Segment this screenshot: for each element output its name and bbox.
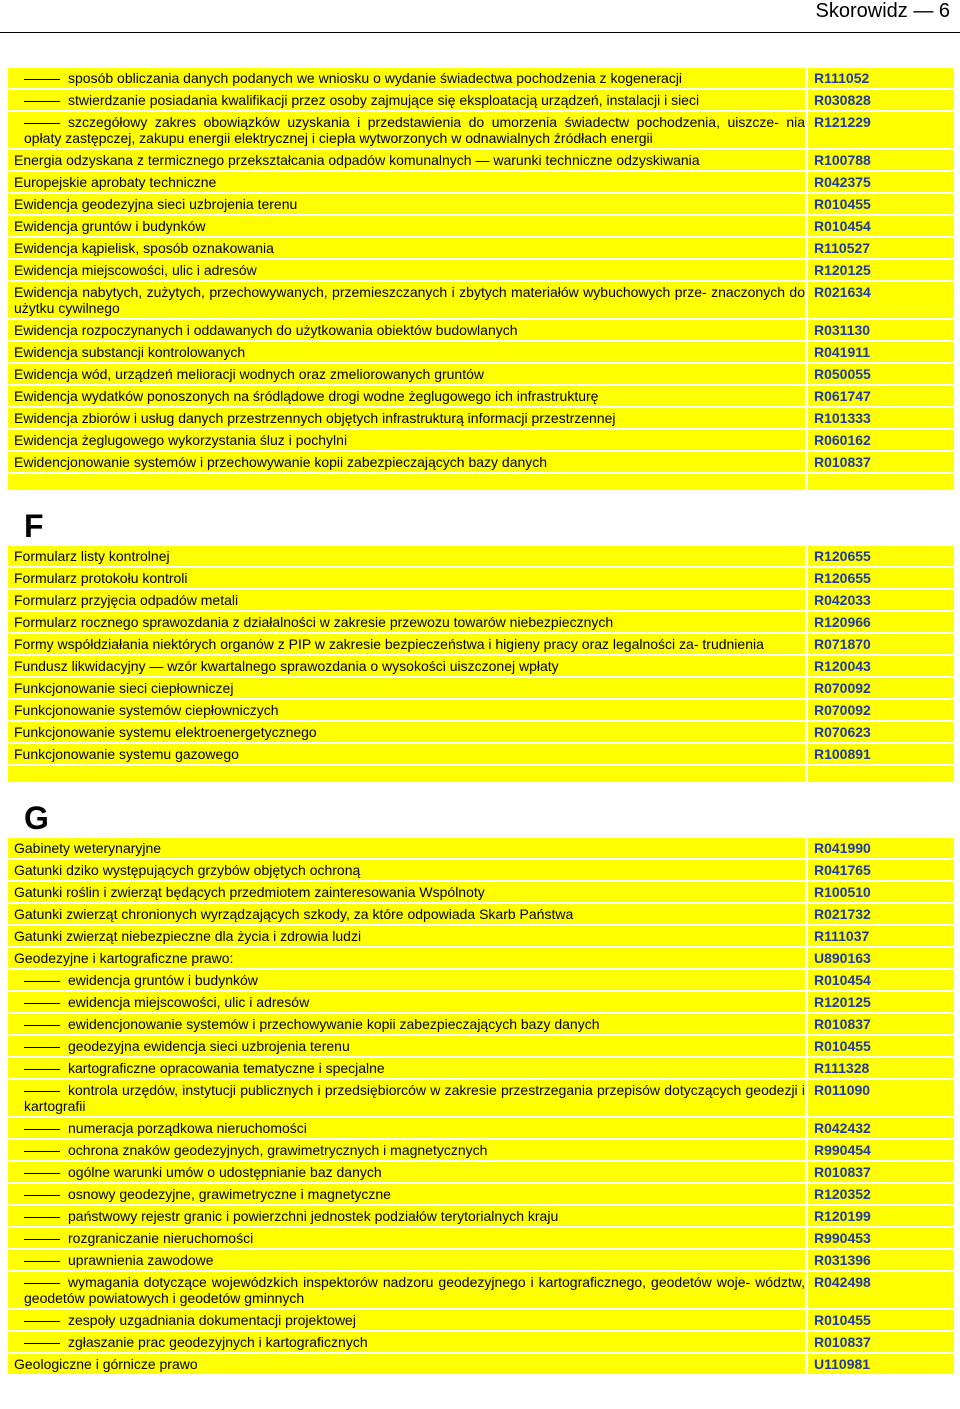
section-letter: G [24, 800, 49, 836]
index-entry [8, 282, 954, 318]
index-entry [8, 948, 954, 968]
entry-text: Gabinety weterynaryjne [14, 840, 162, 856]
entry-text: Ewidencja miejscowości, ulic i adresów [14, 262, 257, 278]
dash-icon [24, 1091, 60, 1092]
entry-text: zespoły uzgadniania dokumentacji projektowej [68, 1312, 356, 1328]
section-letter: F [24, 508, 44, 544]
entry-code[interactable]: R061747 [808, 386, 954, 406]
index-entry [8, 194, 954, 214]
index-entry [8, 882, 954, 902]
entry-term [8, 172, 805, 192]
index-entry [8, 1332, 954, 1352]
spacer-cell [808, 766, 954, 782]
entry-code[interactable]: R990454 [808, 1140, 954, 1160]
index-entry [8, 1162, 954, 1182]
entry-code[interactable]: R070092 [808, 700, 954, 720]
entry-term [8, 1332, 805, 1352]
index-entry [8, 612, 954, 632]
entry-code[interactable]: R042498 [808, 1272, 954, 1308]
entry-term [8, 430, 805, 450]
entry-term [8, 860, 805, 880]
dash-icon [24, 981, 60, 982]
entry-term [8, 722, 805, 742]
entry-term [8, 1058, 805, 1078]
entry-term [8, 568, 805, 588]
entry-term [8, 904, 805, 924]
entry-text: Formularz przyjęcia odpadów metali [14, 592, 239, 608]
entry-term [8, 364, 805, 384]
entry-text: sposób obliczania danych podanych we wniosku o wydanie świadectwa pochodzenia z kogeneracji [68, 70, 683, 86]
index-entry [8, 112, 954, 148]
entry-term [8, 90, 805, 110]
entry-term [8, 260, 805, 280]
index-entry [8, 590, 954, 610]
entry-text: Ewidencja nabytych, zużytych, przechowywanych, przemieszczanych i zbytych materiałów wybuchowych prze- znaczonych do użytku cywilnego [14, 284, 805, 316]
index-entry [8, 700, 954, 720]
index-entry [8, 150, 954, 170]
entry-text: Energia odzyskana z termicznego przekształcania odpadów komunalnych — warunki techniczne odzyskiwania [14, 152, 700, 168]
entry-term [8, 612, 805, 632]
entry-code[interactable]: R011090 [808, 1080, 954, 1116]
entry-term [8, 68, 805, 88]
index-entry [8, 744, 954, 764]
dash-icon [24, 1283, 60, 1284]
entry-code[interactable]: R111052 [808, 68, 954, 88]
entry-code[interactable]: R010454 [808, 970, 954, 990]
dash-icon [24, 1239, 60, 1240]
entry-term [8, 838, 805, 858]
entry-term [8, 656, 805, 676]
entry-term [8, 678, 805, 698]
index-entry [8, 172, 954, 192]
index-entry [8, 408, 954, 428]
spacer-cell [8, 766, 805, 782]
dash-icon [24, 1003, 60, 1004]
index-entry [8, 656, 954, 676]
entry-text: Formularz protokołu kontroli [14, 570, 188, 586]
entry-text: numeracja porządkowa nieruchomości [68, 1120, 307, 1136]
entry-text: ochrona znaków geodezyjnych, grawimetrycznych i magnetycznych [68, 1142, 488, 1158]
entry-term [8, 1354, 805, 1374]
index-entry [8, 364, 954, 384]
entry-code[interactable]: R120655 [808, 568, 954, 588]
entry-code[interactable]: R100510 [808, 882, 954, 902]
entry-code[interactable]: R010837 [808, 1014, 954, 1034]
dash-icon [24, 101, 60, 102]
index-entry [8, 1184, 954, 1204]
index-entry [8, 992, 954, 1012]
entry-term [8, 700, 805, 720]
entry-text: ewidencjonowanie systemów i przechowywanie kopii zabezpieczających bazy danych [68, 1016, 600, 1032]
entry-code[interactable]: R021732 [808, 904, 954, 924]
entry-text: Funkcjonowanie systemu gazowego [14, 746, 239, 762]
entry-term [8, 1250, 805, 1270]
entry-text: uprawnienia zawodowe [68, 1252, 214, 1268]
entry-text: Ewidencja kąpielisk, sposób oznakowania [14, 240, 274, 256]
index-entry [8, 342, 954, 362]
index-entry [8, 1272, 954, 1308]
entry-code[interactable]: R021634 [808, 282, 954, 318]
entry-term [8, 970, 805, 990]
entry-text: Geodezyjne i kartograficzne prawo: [14, 950, 234, 966]
entry-term [8, 744, 805, 764]
entry-code[interactable]: R010837 [808, 452, 954, 472]
entry-text: geodezyjna ewidencja sieci uzbrojenia terenu [68, 1038, 350, 1054]
entry-text: Funkcjonowanie systemu elektroenergetycznego [14, 724, 317, 740]
entry-text: rozgraniczanie nieruchomości [68, 1230, 254, 1246]
entry-code[interactable]: R060162 [808, 430, 954, 450]
entry-code[interactable]: R042033 [808, 590, 954, 610]
entry-term [8, 1206, 805, 1226]
dash-icon [24, 1261, 60, 1262]
dash-icon [24, 123, 60, 124]
dash-icon [24, 1173, 60, 1174]
entry-term [8, 634, 805, 654]
entry-code[interactable]: R042432 [808, 1118, 954, 1138]
entry-code[interactable]: R120043 [808, 656, 954, 676]
entry-text: Funkcjonowanie systemów ciepłowniczych [14, 702, 279, 718]
index-entry [8, 1354, 954, 1374]
entry-text: Ewidencjonowanie systemów i przechowywanie kopii zabezpieczających bazy danych [14, 454, 548, 470]
entry-code[interactable]: R111037 [808, 926, 954, 946]
entry-text: Gatunki roślin i zwierząt będących przedmiotem zainteresowania Wspólnoty [14, 884, 485, 900]
entry-text: Ewidencja rozpoczynanych i oddawanych do użytkowania obiektów budowlanych [14, 322, 518, 338]
index-entry [8, 386, 954, 406]
entry-code[interactable]: R120125 [808, 260, 954, 280]
index-entry [8, 1118, 954, 1138]
entry-term [8, 386, 805, 406]
entry-text: kontrola urzędów, instytucji publicznych i przedsiębiorców w zakresie przestrzegania przepisów dotyczących geodezji i kartografii [24, 1082, 805, 1114]
entry-code[interactable]: R042375 [808, 172, 954, 192]
index-entry [8, 568, 954, 588]
entry-code[interactable]: R121229 [808, 112, 954, 148]
entry-term [8, 150, 805, 170]
entry-term [8, 590, 805, 610]
entry-code[interactable]: R120966 [808, 612, 954, 632]
header-divider [0, 32, 960, 33]
index-entry [8, 678, 954, 698]
entry-text: Ewidencja gruntów i budynków [14, 218, 206, 234]
entry-term [8, 320, 805, 340]
entry-code[interactable]: R041911 [808, 342, 954, 362]
entry-code[interactable]: R111328 [808, 1058, 954, 1078]
entry-text: Funkcjonowanie sieci ciepłowniczej [14, 680, 234, 696]
dash-icon [24, 1129, 60, 1130]
index-entry [8, 546, 954, 566]
entry-text: szczegółowy zakres obowiązków uzyskania i przedstawienia do umorzenia świadectw pochodzenia, uiszcze- nia opłaty zastępczej, zakupu energii elektrycznej i ciepła wytworzonych w odnawialnych źródłach energii [24, 114, 805, 146]
index-entry [8, 1140, 954, 1160]
entry-term [8, 926, 805, 946]
index-content [8, 68, 954, 1376]
entry-text: Geologiczne i górnicze prawo [14, 1356, 198, 1372]
dash-icon [24, 1025, 60, 1026]
entry-code[interactable]: R120655 [808, 546, 954, 566]
index-entry [8, 90, 954, 110]
entry-text: ewidencja gruntów i budynków [68, 972, 258, 988]
entry-term [8, 948, 805, 968]
entry-term [8, 282, 805, 318]
entry-text: Ewidencja wydatków ponoszonych na śródlądowe drogi wodne żeglugowego ich infrastrukturę [14, 388, 599, 404]
entry-text: ewidencja miejscowości, ulic i adresów [68, 994, 310, 1010]
entry-term [8, 1080, 805, 1116]
entry-code[interactable]: R041990 [808, 838, 954, 858]
entry-term [8, 1140, 805, 1160]
index-entry [8, 1080, 954, 1116]
dash-icon [24, 1151, 60, 1152]
index-entry [8, 1058, 954, 1078]
section-spacer [8, 474, 954, 490]
index-entry [8, 68, 954, 88]
entry-term [8, 1036, 805, 1056]
entry-code[interactable]: R031130 [808, 320, 954, 340]
index-entry [8, 860, 954, 880]
entry-term [8, 1228, 805, 1248]
dash-icon [24, 1217, 60, 1218]
entry-text: kartograficzne opracowania tematyczne i specjalne [68, 1060, 385, 1076]
index-entry [8, 1036, 954, 1056]
index-entry [8, 904, 954, 924]
page-header-title: Skorowidz — 6 [815, 0, 950, 22]
entry-code[interactable]: U110981 [808, 1354, 954, 1374]
entry-code[interactable]: R010455 [808, 1310, 954, 1330]
entry-text: zgłaszanie prac geodezyjnych i kartograficznych [68, 1334, 368, 1350]
entry-term [8, 992, 805, 1012]
entry-code[interactable]: R010837 [808, 1162, 954, 1182]
entry-text: Formy współdziałania niektórych organów z PIP w zakresie bezpieczeństwa i higieny pracy oraz legalności za- trudnienia [14, 636, 764, 652]
entry-code[interactable]: R041765 [808, 860, 954, 880]
entry-code[interactable]: R990453 [808, 1228, 954, 1248]
index-entry [8, 722, 954, 742]
entry-text: państwowy rejestr granic i powierzchni jednostek podziałów terytorialnych kraju [68, 1208, 559, 1224]
entry-term [8, 238, 805, 258]
dash-icon [24, 1321, 60, 1322]
entry-text: Ewidencja wód, urządzeń melioracji wodnych oraz zmeliorowanych gruntów [14, 366, 484, 382]
index-entry [8, 216, 954, 236]
entry-term [8, 1118, 805, 1138]
index-entry [8, 320, 954, 340]
index-entry [8, 926, 954, 946]
spacer-cell [8, 474, 805, 490]
entry-term [8, 1014, 805, 1034]
entry-text: Ewidencja zbiorów i usług danych przestrzennych objętych infrastrukturą informacji przestrzennej [14, 410, 616, 426]
entry-text: Gatunki zwierząt chronionych wyrządzających szkody, za które odpowiada Skarb Państwa [14, 906, 574, 922]
entry-code[interactable]: R120199 [808, 1206, 954, 1226]
entry-code[interactable]: R010455 [808, 1036, 954, 1056]
entry-text: Ewidencja żeglugowego wykorzystania śluz i pochylni [14, 432, 348, 448]
entry-text: Formularz rocznego sprawozdania z działalności w zakresie przewozu towarów niebezpiecznych [14, 614, 614, 630]
index-entry [8, 1014, 954, 1034]
index-entry [8, 260, 954, 280]
entry-term [8, 408, 805, 428]
index-entry [8, 970, 954, 990]
entry-term [8, 546, 805, 566]
entry-term [8, 194, 805, 214]
entry-code[interactable]: R110527 [808, 238, 954, 258]
entry-text: Gatunki dziko występujących grzybów objętych ochroną [14, 862, 361, 878]
spacer-cell [808, 474, 954, 490]
entry-code[interactable]: R101333 [808, 408, 954, 428]
dash-icon [24, 1069, 60, 1070]
entry-term [8, 882, 805, 902]
dash-icon [24, 79, 60, 80]
entry-code[interactable]: R010454 [808, 216, 954, 236]
entry-text: Europejskie aprobaty techniczne [14, 174, 217, 190]
entry-term [8, 1184, 805, 1204]
entry-text: wymagania dotyczące wojewódzkich inspektorów nadzoru geodezyjnego i kartograficznego, geodetów woje- wództw, geodetów powiatowych i geodetów gminnych [24, 1274, 805, 1306]
index-entry [8, 1250, 954, 1270]
index-entry [8, 238, 954, 258]
entry-code[interactable]: R100788 [808, 150, 954, 170]
entry-code[interactable]: R010455 [808, 194, 954, 214]
entry-code[interactable]: R010837 [808, 1332, 954, 1352]
entry-code[interactable]: R100891 [808, 744, 954, 764]
entry-text: Gatunki zwierząt niebezpieczne dla życia i zdrowia ludzi [14, 928, 362, 944]
entry-code[interactable]: R070623 [808, 722, 954, 742]
index-entry [8, 1228, 954, 1248]
entry-code[interactable]: R030828 [808, 90, 954, 110]
section-spacer [8, 766, 954, 782]
index-entry [8, 634, 954, 654]
dash-icon [24, 1343, 60, 1344]
index-entry [8, 452, 954, 472]
entry-code[interactable]: R050055 [808, 364, 954, 384]
entry-code[interactable]: R031396 [808, 1250, 954, 1270]
dash-icon [24, 1047, 60, 1048]
index-entry [8, 1206, 954, 1226]
entry-text: osnowy geodezyjne, grawimetryczne i magnetyczne [68, 1186, 391, 1202]
entry-term [8, 452, 805, 472]
index-entry [8, 838, 954, 858]
entry-text: Formularz listy kontrolnej [14, 548, 170, 564]
entry-code[interactable]: R071870 [808, 634, 954, 654]
entry-text: ogólne warunki umów o udostępnianie baz danych [68, 1164, 382, 1180]
entry-text: Ewidencja substancji kontrolowanych [14, 344, 246, 360]
entry-term [8, 112, 805, 148]
entry-term [8, 216, 805, 236]
index-entry [8, 430, 954, 450]
entry-code[interactable]: R120125 [808, 992, 954, 1012]
entry-text: stwierdzanie posiadania kwalifikacji przez osoby zajmujące się eksploatacją urządzeń, instalacji i sieci [68, 92, 700, 108]
dash-icon [24, 1195, 60, 1196]
entry-text: Fundusz likwidacyjny — wzór kwartalnego sprawozdania o wysokości uiszczonej wpłaty [14, 658, 559, 674]
entry-code[interactable]: R120352 [808, 1184, 954, 1204]
entry-code[interactable]: R070092 [808, 678, 954, 698]
entry-term [8, 1272, 805, 1308]
entry-term [8, 342, 805, 362]
index-entry [8, 1310, 954, 1330]
entry-term [8, 1310, 805, 1330]
entry-code[interactable]: U890163 [808, 948, 954, 968]
entry-text: Ewidencja geodezyjna sieci uzbrojenia terenu [14, 196, 298, 212]
entry-term [8, 1162, 805, 1182]
